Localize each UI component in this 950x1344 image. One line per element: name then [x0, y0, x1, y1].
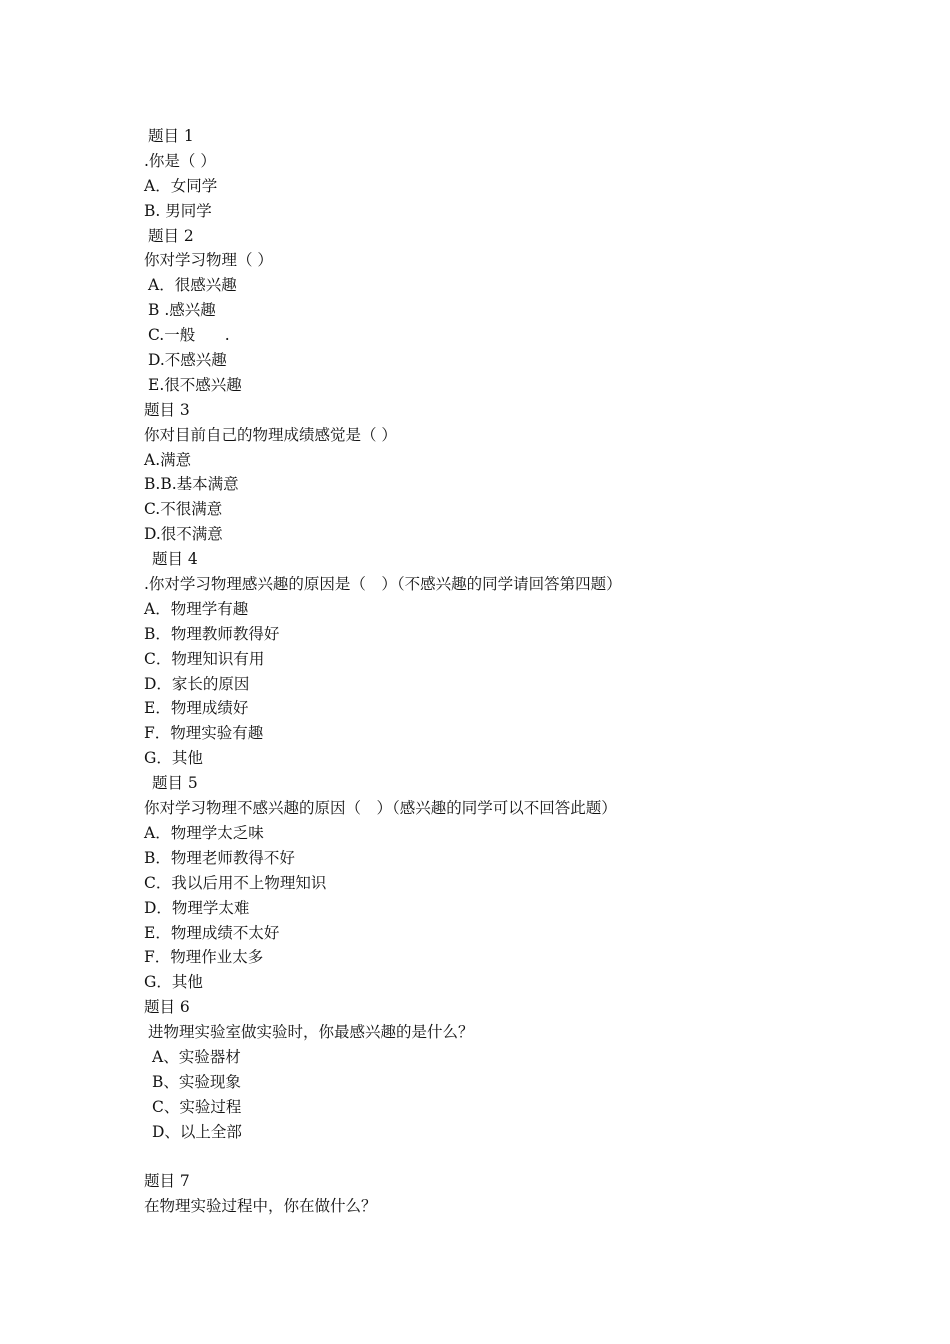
question-1-prompt: .你是（ ） [144, 151, 216, 170]
question-4-option-c: C．物理知识有用 [144, 649, 265, 668]
question-1-title: 题目 1 [148, 127, 194, 145]
question-7-prompt: 在物理实验过程中，你在做什么？ [144, 1197, 377, 1216]
question-4-option-a: A．物理学有趣 [144, 599, 249, 618]
question-3-option-c: C.不很满意 [144, 500, 223, 519]
question-6-option-b: B、实验现象 [152, 1072, 241, 1091]
question-2-option-d: D.不感兴趣 [148, 351, 227, 370]
question-5-prompt: 你对学习物理不感兴趣的原因（ ）（感兴趣的同学可以不回答此题） [144, 799, 617, 818]
question-4-option-e: E．物理成绩好 [144, 699, 249, 718]
question-4-option-d: D．家长的原因 [144, 674, 250, 693]
question-5-option-a: A．物理学太乏味 [144, 823, 264, 842]
question-3-option-b: B.B.基本满意 [144, 475, 239, 494]
question-2-option-e: E.很不感兴趣 [148, 375, 242, 394]
question-4-title: 题目 4 [152, 550, 198, 569]
question-2-option-c: C.一般 . [148, 326, 230, 345]
question-3-title: 题目 3 [144, 400, 190, 419]
blank-line [144, 1145, 824, 1170]
question-6-option-d: D、以上全部 [152, 1122, 242, 1141]
question-3-option-a: A.满意 [144, 450, 192, 469]
question-5-title: 题目 5 [152, 774, 198, 793]
question-6-prompt: 进物理实验室做实验时，你最感兴趣的是什么？ [148, 1023, 474, 1042]
question-6-option-a: A、实验器材 [152, 1047, 241, 1066]
question-7-title: 题目 7 [144, 1172, 190, 1191]
question-5-option-g: G．其他 [144, 973, 203, 992]
question-5-option-c: C．我以后用不上物理知识 [144, 873, 327, 892]
question-5-option-e: E．物理成绩不太好 [144, 923, 280, 942]
question-4-option-f: F．物理实验有趣 [144, 724, 264, 743]
question-5-option-b: B．物理老师教得不好 [144, 848, 295, 867]
question-4-option-b: B．物理教师教得好 [144, 624, 280, 643]
question-2-option-b: B .感兴趣 [148, 301, 216, 320]
survey-document [144, 124, 824, 1219]
question-4-option-g: G．其他 [144, 749, 203, 768]
question-5-option-d: D．物理学太难 [144, 898, 250, 917]
question-2-option-a: A．很感兴趣 [148, 276, 237, 295]
question-6-title: 题目 6 [144, 998, 190, 1017]
question-6-option-c: C、实验过程 [152, 1097, 242, 1116]
question-2-prompt: 你对学习物理（ ） [144, 251, 273, 270]
question-5-option-f: F．物理作业太多 [144, 948, 264, 967]
question-1-option-a: A．女同学 [144, 176, 218, 195]
question-3-option-d: D.很不满意 [144, 525, 223, 544]
question-3-prompt: 你对目前自己的物理成绩感觉是（ ） [144, 425, 397, 444]
question-2-title: 题目 2 [148, 226, 194, 245]
question-1-option-b: B. 男同学 [144, 201, 212, 220]
question-4-prompt: .你对学习物理感兴趣的原因是（ ）（不感兴趣的同学请回答第四题） [144, 575, 622, 594]
